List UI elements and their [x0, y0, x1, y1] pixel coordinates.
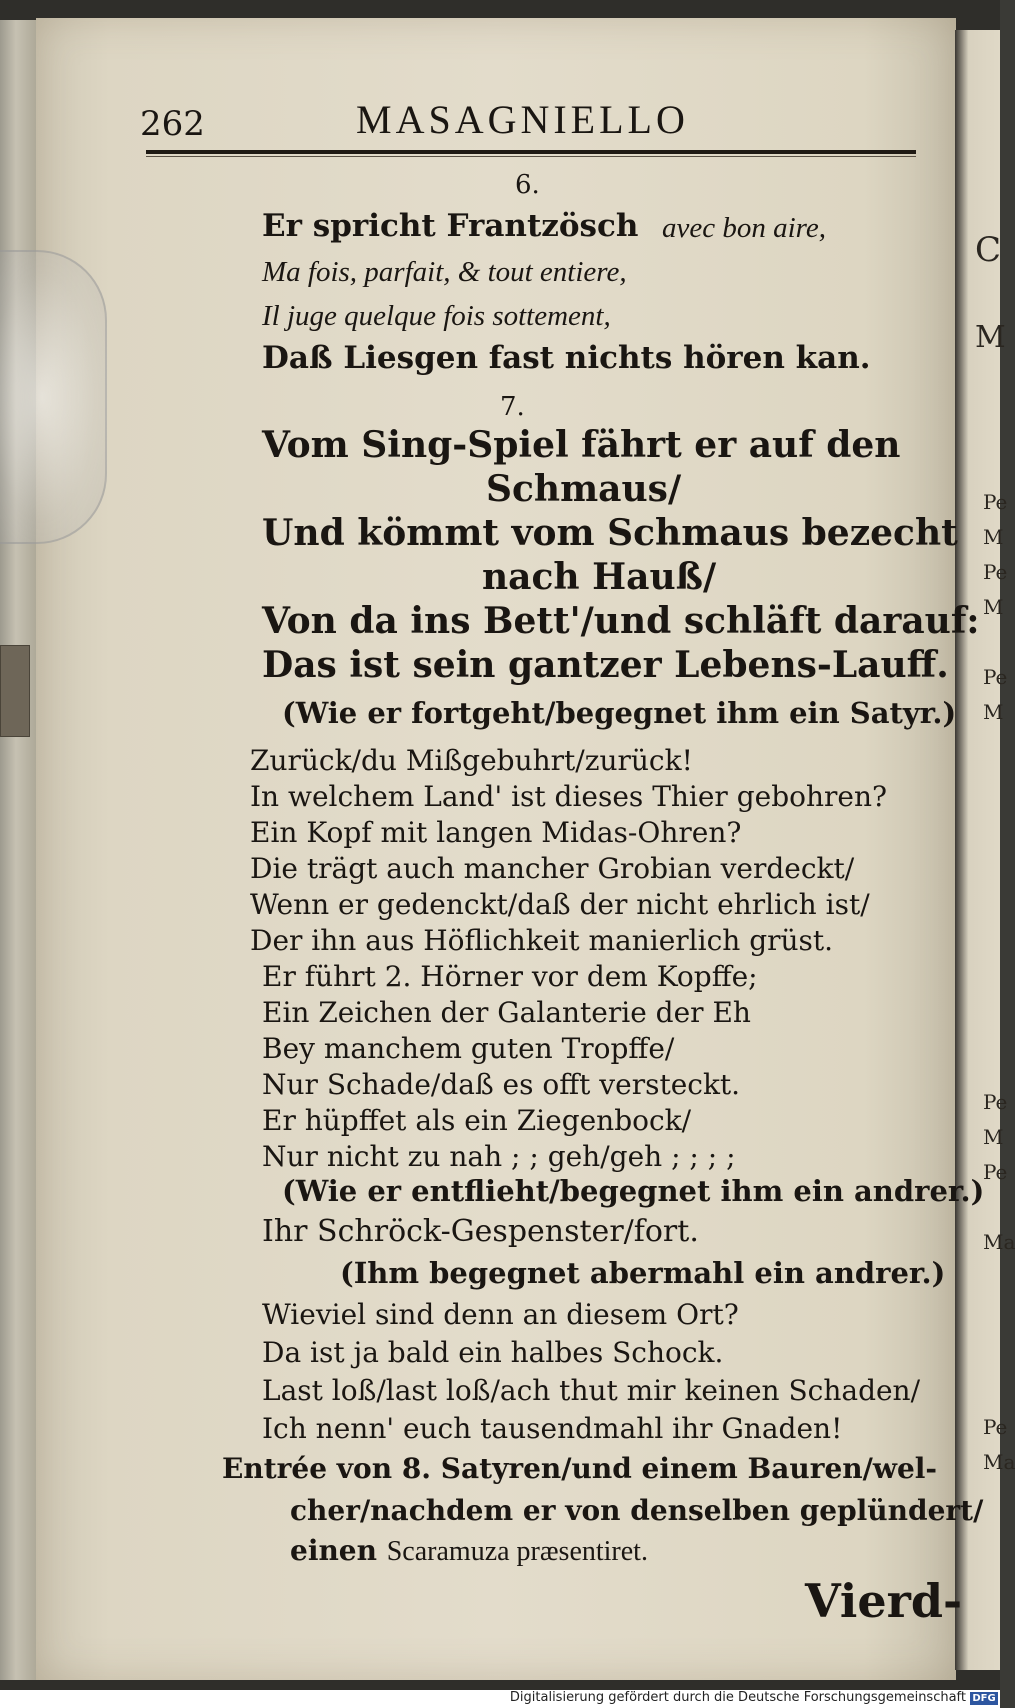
margin-fragment: Pe — [983, 1090, 1008, 1114]
header-rule — [146, 150, 916, 154]
margin-fragment: Pe — [983, 1160, 1008, 1184]
margin-fragment: M — [983, 700, 1004, 724]
margin-fragment: Pe — [983, 665, 1008, 689]
margin-fragment: C — [975, 230, 1002, 270]
verse-line: nach Hauß/ — [482, 556, 717, 598]
verse-line: Ein Kopf mit langen Midas-Ohren? — [250, 816, 742, 849]
stanza-number: 7. — [500, 392, 525, 422]
margin-fragment: Pe — [983, 490, 1008, 514]
header-rule-thin — [146, 156, 916, 157]
verse-line: Von da ins Bett'/und schläft darauf: — [262, 600, 980, 642]
verse-line: Daß Liesgen fast nichts hören kan. — [262, 340, 871, 376]
page-number: 262 — [140, 104, 205, 144]
verse-line: Nur Schade/daß es offt versteckt. — [262, 1068, 741, 1101]
facing-page-edge — [955, 30, 1015, 1670]
verse-line: Er führt 2. Hörner vor dem Kopffe; — [262, 960, 758, 993]
margin-fragment: M — [983, 1125, 1004, 1149]
verse-line: Vom Sing-Spiel fährt er auf den — [262, 424, 901, 466]
verse-line: Er hüpffet als ein Ziegenbock/ — [262, 1104, 692, 1137]
entree-heading — [290, 1534, 648, 1568]
margin-fragment: M — [983, 525, 1004, 549]
verse-line: Bey manchem guten Tropffe/ — [262, 1032, 675, 1065]
bookmark-tab — [0, 645, 30, 737]
verse-line: Das ist sein gantzer Lebens-Lauff. — [262, 644, 949, 686]
verse-line: Ein Zeichen der Galanterie der Eh — [262, 996, 751, 1029]
verse-line: Da ist ja bald ein halbes Schock. — [262, 1336, 724, 1369]
verse-line: Wieviel sind denn an diesem Ort? — [262, 1298, 739, 1331]
catchword: Vierd- — [805, 1574, 963, 1628]
margin-fragment: M — [983, 595, 1004, 619]
entree-heading: Entrée von 8. Satyren/und einem Bauren/wel- — [222, 1452, 938, 1485]
verse-line: Last loß/last loß/ach thut mir keinen Schaden/ — [262, 1374, 921, 1407]
margin-fragment: Pe — [983, 560, 1008, 584]
margin-fragment: Pe — [983, 1415, 1008, 1439]
margin-fragment: M — [975, 320, 1006, 355]
verse-line: In welchem Land' ist dieses Thier gebohren? — [250, 780, 888, 813]
margin-fragment: Ma — [983, 1230, 1015, 1254]
stage-direction: (Wie er entflieht/begegnet ihm ein andrer.) — [282, 1174, 985, 1208]
digitization-footer — [0, 1690, 1000, 1708]
verse-line: Wenn er gedenckt/daß der nicht ehrlich ist/ — [250, 888, 870, 921]
stanza-number: 6. — [515, 170, 540, 200]
page-clip — [0, 250, 107, 544]
verse-line: Der ihn aus Höflichkeit manierlich grüst. — [250, 924, 834, 957]
verse-line-french: Il juge quelque fois sottement, — [262, 300, 611, 332]
verse-line: Nur nicht zu nah ; ; geh/geh ; ; ; ; — [262, 1140, 736, 1173]
verse-line: Ich nenn' euch tausendmahl ihr Gnaden! — [262, 1412, 843, 1445]
verse-line: Ihr Schröck-Gespenster/fort. — [262, 1214, 699, 1249]
stage-direction: (Ihm begegnet abermahl ein andrer.) — [340, 1256, 946, 1290]
entree-heading: cher/nachdem er von denselben geplündert/ — [290, 1494, 984, 1527]
running-title: MASAGNIELLO — [356, 97, 689, 142]
footer-credit: Digitalisierung gefördert durch die Deutsche Forschungsgemeinschaft — [509, 1690, 966, 1705]
verse-line: Zurück/du Mißgebuhrt/zurück! — [250, 744, 693, 777]
verse-line: Und kömmt vom Schmaus bezecht — [262, 512, 958, 554]
verse-line-french: Ma fois, parfait, & tout entiere, — [262, 256, 627, 288]
entree-word: einen — [290, 1534, 377, 1567]
verse-line: Er spricht Frantzösch — [262, 208, 639, 244]
entree-roman-text: Scaramuza præsentiret. — [386, 1536, 648, 1567]
margin-fragment: Ma — [983, 1450, 1015, 1474]
verse-line: Schmaus/ — [486, 468, 682, 510]
dfg-logo: DFG — [970, 1692, 998, 1705]
verse-line: Die trägt auch mancher Grobian verdeckt/ — [250, 852, 855, 885]
stage-direction: (Wie er fortgeht/begegnet ihm ein Satyr.) — [282, 696, 957, 730]
verse-line-french: avec bon aire, — [662, 212, 827, 244]
